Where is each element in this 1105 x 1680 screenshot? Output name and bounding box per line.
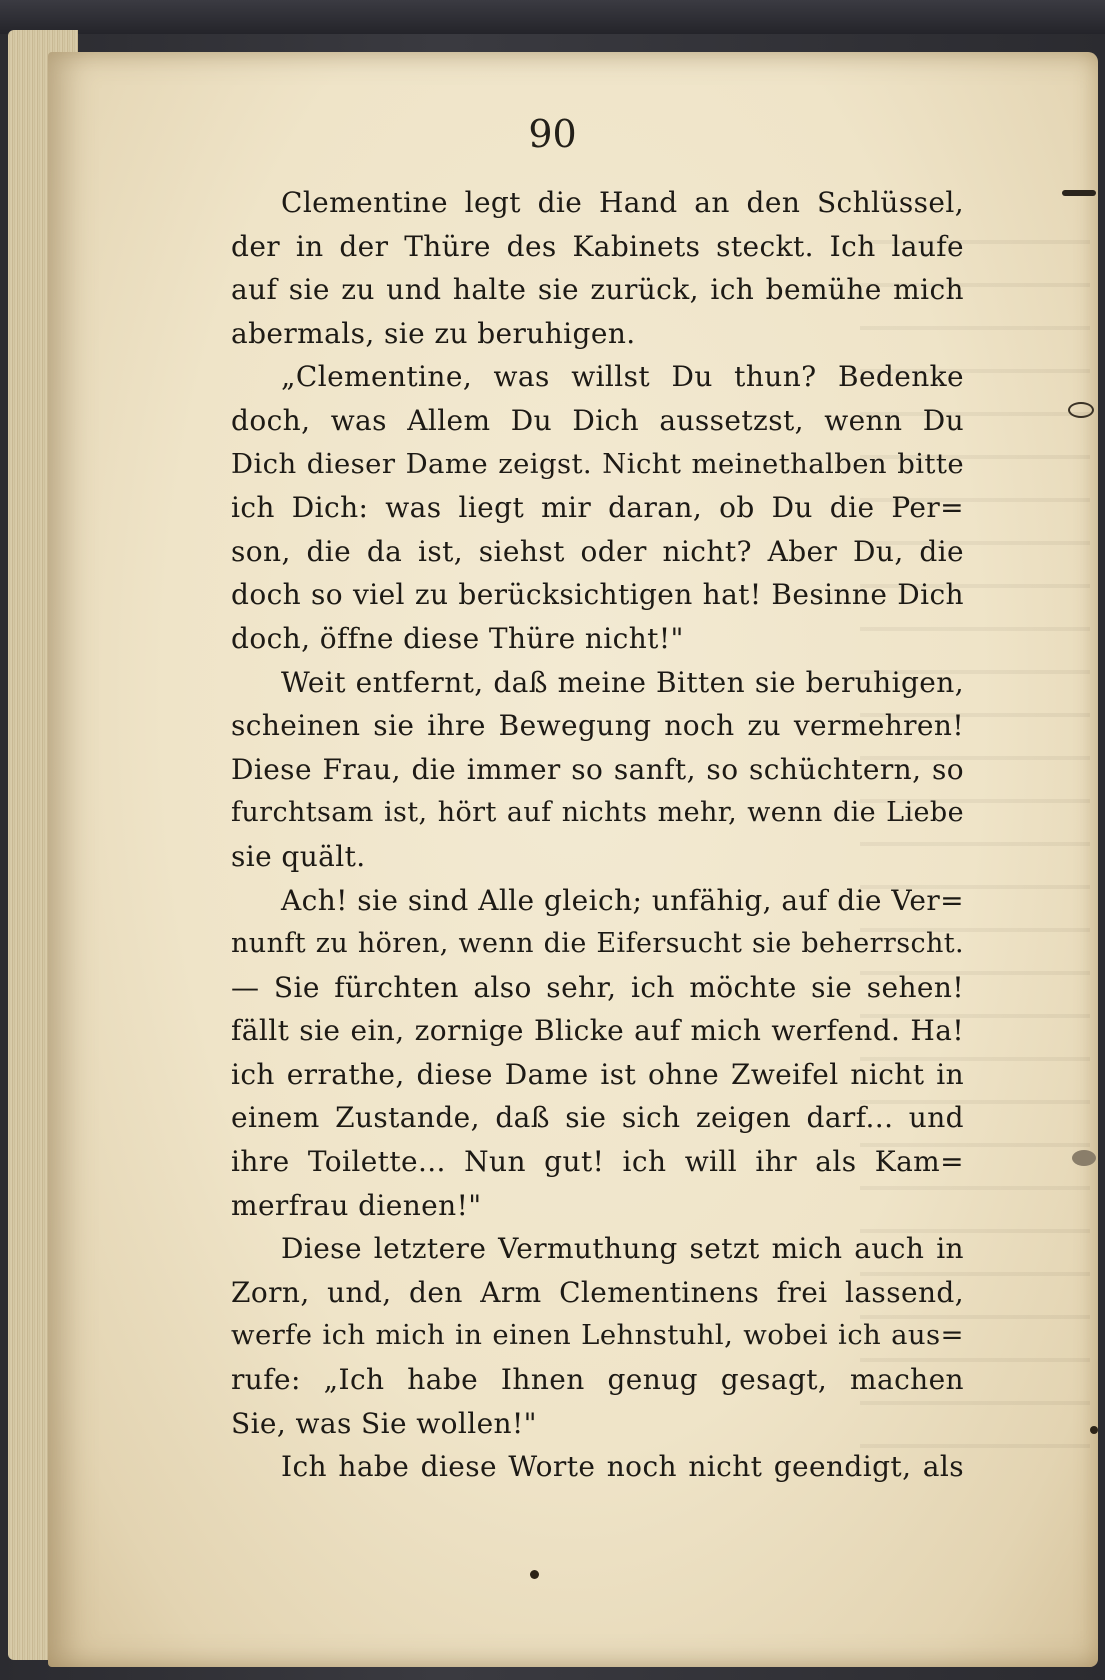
margin-mark-top (1062, 190, 1096, 196)
margin-mark-middle (1068, 402, 1094, 418)
text-line: scheinen sie ihre Bewegung noch zu vermehren! (231, 709, 964, 743)
text-line: ich errathe, diese Dame ist ohne Zweifel nicht in (231, 1057, 964, 1091)
text-line: doch, öffne diese Thüre nicht!" (231, 621, 684, 655)
text-line: Ach! sie sind Alle gleich; unfähig, auf die Ver= (281, 883, 964, 917)
cover-top-edge (0, 0, 1105, 34)
text-line: „Clementine, was willst Du thun? Bedenke (281, 360, 964, 394)
text-line: — Sie fürchten also sehr, ich möchte sie sehen! (231, 970, 964, 1004)
text-line: fällt sie ein, zornige Blicke auf mich werfend. Ha! (231, 1014, 964, 1048)
text-line: einem Zustande, daß sie sich zeigen darf... und (231, 1101, 964, 1135)
text-line: werfe ich mich in einen Lehnstuhl, wobei ich aus= (231, 1319, 964, 1352)
text-line: nunft zu hören, wenn die Eifersucht sie beherrscht. (231, 928, 964, 960)
margin-mark-lower (1072, 1150, 1096, 1166)
text-line: Weit entfernt, daß meine Bitten sie beruhigen, (281, 665, 964, 699)
text-line: auf sie zu und halte sie zurück, ich bemühe mich (231, 273, 964, 307)
text-line: merfrau dienen!" (231, 1188, 482, 1222)
text-line: Sie, was Sie wollen!" (231, 1406, 537, 1440)
body-text (231, 181, 964, 1489)
ink-speck (530, 1570, 539, 1579)
text-line: doch so viel zu berücksichtigen hat! Besinne Dich (231, 578, 964, 612)
text-line: Ich habe diese Worte noch nicht geendigt, als (281, 1450, 964, 1484)
text-line: ich Dich: was liegt mir daran, ob Du die Per= (231, 491, 964, 525)
text-line: abermals, sie zu beruhigen. (231, 316, 636, 350)
text-line: doch, was Allem Du Dich aussetzst, wenn Du (231, 403, 964, 437)
text-line: rufe: „Ich habe Ihnen genug gesagt, machen (231, 1363, 964, 1397)
text-line: Diese letztere Vermuthung setzt mich auch in (281, 1232, 964, 1266)
text-line: sie quält. (231, 839, 366, 873)
text-line: Diese Frau, die immer so sanft, so schüchtern, so (231, 752, 964, 786)
text-line: furchtsam ist, hört auf nichts mehr, wenn die Liebe (231, 797, 964, 829)
text-line: son, die da ist, siehst oder nicht? Aber Du, die (231, 534, 964, 568)
ink-speck (1090, 1426, 1098, 1434)
text-line: der in der Thüre des Kabinets steckt. Ich laufe (231, 229, 964, 263)
text-line: Dich dieser Dame zeigst. Nicht meinethalben bitte (231, 447, 964, 480)
text-line: Clementine legt die Hand an den Schlüssel, (281, 186, 964, 219)
page-number: 90 (528, 112, 577, 156)
text-line: ihre Toilette... Nun gut! ich will ihr als Kam= (231, 1145, 964, 1179)
text-line: Zorn, und, den Arm Clementinens frei lassend, (231, 1275, 964, 1309)
